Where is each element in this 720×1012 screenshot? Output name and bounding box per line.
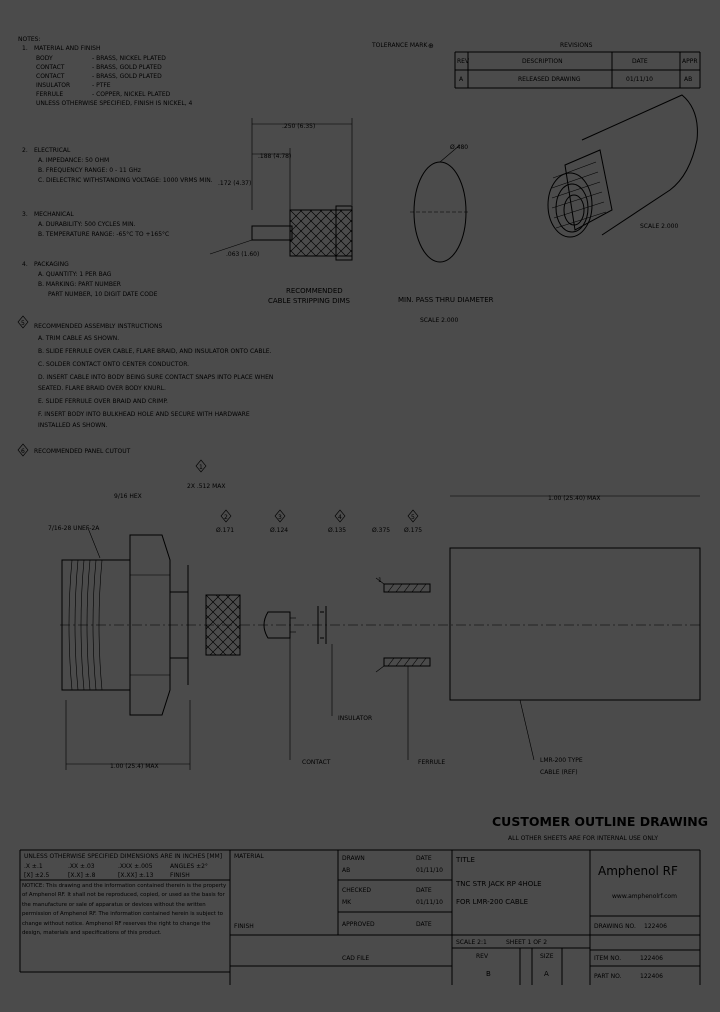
strip-dim-top: .250 (6.35)	[282, 123, 316, 130]
isometric-view	[548, 95, 697, 237]
title-line-2: FOR LMR-200 CABLE	[456, 898, 529, 906]
note-2-item-2: C. DIELECTRIC WITHSTANDING VOLTAGE: 1000 VRMS MIN.	[38, 177, 213, 184]
part-no-label: PART NO.	[594, 973, 622, 980]
rev-row-desc: RELEASED DRAWING	[518, 76, 581, 83]
tolerance-mark-symbol: ⊕	[428, 42, 434, 50]
rev-value: B	[486, 970, 491, 978]
dia-2: Ø.124	[270, 527, 289, 534]
note-1-title: MATERIAL AND FINISH	[34, 45, 101, 52]
note-4-item-0: A. QUANTITY: 1 PER BAG	[38, 271, 112, 278]
drawing-no-label: DRAWING NO.	[594, 923, 636, 930]
revisions-block	[371, 42, 700, 88]
note-3-title: MECHANICAL	[34, 211, 74, 218]
tol-r0-c3: ANGLES ±2°	[170, 863, 208, 870]
notes-block	[18, 36, 273, 456]
finish-label: FINISH	[234, 923, 254, 930]
dia-5: Ø.175	[404, 527, 423, 534]
cable-stripping-view	[210, 118, 352, 305]
note-5-item-4: SEATED. FLARE BRAID OVER BODY KNURL.	[38, 385, 166, 392]
hex-label: 9/16 HEX	[114, 493, 142, 500]
note-1-part-3: INSULATOR	[36, 82, 71, 89]
size-label: SIZE	[540, 953, 554, 960]
drawn-date-label: DATE	[416, 855, 432, 862]
note-1-spec-3: - PTFE	[92, 82, 111, 89]
pass-thru-label: MIN. PASS THRU DIAMETER	[398, 296, 494, 304]
rev-col-description: DESCRIPTION	[522, 58, 563, 65]
note-5-number: 5	[21, 320, 25, 327]
note-5-title: RECOMMENDED ASSEMBLY INSTRUCTIONS	[34, 323, 163, 330]
note-1-extra: UNLESS OTHERWISE SPECIFIED, FINISH IS NICKEL, 4	[36, 100, 193, 107]
note-2-item-0: A. IMPEDANCE: 50 OHM	[38, 157, 110, 164]
cable-label-2: CABLE (REF)	[540, 769, 578, 776]
company-name: Amphenol RF	[598, 864, 678, 878]
note-1-spec-0: - BRASS, NICKEL PLATED	[92, 55, 166, 62]
revisions-header: REVISIONS	[560, 42, 593, 49]
tol-r1-c3: FINISH	[170, 872, 190, 879]
tol-r0-c0: .X ±.1	[24, 863, 43, 870]
strip-dim-left: .172 (4.37)	[218, 180, 252, 187]
part-no: 122406	[640, 973, 663, 980]
cable-label-1: LMR-200 TYPE	[540, 757, 583, 764]
top-dim: 2X .512 MAX	[187, 483, 226, 490]
title-line-1: TNC STR JACK RP 4HOLE	[456, 880, 542, 888]
checked-by: MK	[342, 899, 352, 906]
dia-1: Ø.171	[216, 527, 235, 534]
drawn-by: AB	[342, 867, 351, 874]
dia-4: Ø.375	[372, 527, 391, 534]
strip-label-1: RECOMMENDED	[286, 287, 343, 295]
tol-r1-c1: [X.X] ±.8	[68, 872, 96, 879]
checked-date-label: DATE	[416, 887, 432, 894]
note-5-item-2: C. SOLDER CONTACT ONTO CENTER CONDUCTOR.	[38, 361, 190, 368]
tol-r1-c0: [X] ±2.5	[24, 872, 50, 879]
note-3-number: 3.	[22, 211, 28, 218]
note-5-item-5: E. SLIDE FERRULE OVER BRAID AND CRIMP.	[38, 398, 168, 405]
note-2-title: ELECTRICAL	[34, 147, 71, 154]
rev-col-appr: APPR	[682, 58, 698, 65]
title-label: TITLE	[456, 856, 475, 864]
rev-row-rev: A	[459, 76, 464, 83]
rev-label: REV	[476, 953, 489, 960]
note-5-item-3: D. INSERT CABLE INTO BODY BEING SURE CONTACT SNAPS INTO PLACE WHEN	[38, 374, 274, 381]
note-6-number: 6	[21, 448, 25, 455]
checked-label: CHECKED	[342, 887, 372, 894]
notice-text: NOTICE: This drawing and the information contained therein is the property of Amphenol RF. It shall not be reproduced, copied, or used as the basis for the manufacture or sale of apparatus or devices without the written permission of Amphenol RF. The information contained herein is subject to change without notice. Amphenol RF reserves the right to change the design, materials and specifications of this product.	[22, 883, 227, 937]
note-4-item-1: B. MARKING: PART NUMBER	[38, 281, 121, 288]
flag-2-number: 2	[224, 514, 228, 521]
dia-3: Ø.135	[328, 527, 347, 534]
strip-dim-bottom: .063 (1.60)	[226, 251, 260, 258]
flag-4-number: 4	[338, 514, 342, 521]
contact-label: CONTACT	[302, 759, 331, 766]
note-1-spec-2: - BRASS, GOLD PLATED	[92, 73, 162, 80]
flag-3-number: 3	[278, 514, 282, 521]
ferrule-part	[376, 577, 430, 672]
tolerance-header: UNLESS OTHERWISE SPECIFIED DIMENSIONS ARE IN INCHES [MM]	[24, 853, 223, 860]
title-block	[20, 814, 708, 985]
note-1-part-4: FERRULE	[36, 91, 64, 98]
customer-outline-heading: CUSTOMER OUTLINE DRAWING	[492, 814, 708, 829]
braid-hatch	[290, 210, 352, 256]
flag-5-number: 5	[411, 514, 415, 521]
cable-ref	[450, 548, 700, 700]
note-4-title: PACKAGING	[34, 261, 69, 268]
note-4-item-2: PART NUMBER, 10 DIGIT DATE CODE	[48, 291, 158, 298]
tol-r0-c2: .XXX ±.005	[118, 863, 153, 870]
customer-outline-sub: ALL OTHER SHEETS ARE FOR INTERNAL USE ONLY	[508, 835, 659, 842]
item-no-label: ITEM NO.	[594, 955, 622, 962]
size-value: A	[544, 970, 549, 978]
scale-label: SCALE 2:1	[456, 939, 487, 946]
note-6-title: RECOMMENDED PANEL CUTOUT	[34, 448, 131, 455]
pass-thru-dia: Ø.480	[450, 144, 469, 151]
tol-r1-c2: [X.XX] ±.13	[118, 872, 154, 879]
tol-r0-c1: .XX ±.03	[68, 863, 95, 870]
strip-label-2: CABLE STRIPPING DIMS	[268, 297, 351, 305]
note-4-number: 4.	[22, 261, 28, 268]
drawn-date: 01/11/10	[416, 867, 443, 874]
note-3-item-1: B. TEMPERATURE RANGE: -65°C TO +165°C	[38, 231, 170, 238]
strip-dim-mid: .188 (4.78)	[258, 153, 292, 160]
drawn-label: DRAWN	[342, 855, 365, 862]
overall-dim: 1.00 (25.40) MAX	[548, 495, 601, 502]
notice-box	[22, 882, 228, 970]
insulator-label: INSULATOR	[338, 715, 373, 722]
approved-label: APPROVED	[342, 921, 375, 928]
note-1-spec-1: - BRASS, GOLD PLATED	[92, 64, 162, 71]
ferrule-label: FERRULE	[418, 759, 446, 766]
rev-col-rev: REV	[457, 58, 470, 65]
note-1-spec-4: - COPPER, NICKEL PLATED	[92, 91, 171, 98]
rev-row-date: 01/11/10	[626, 76, 653, 83]
material-label: MATERIAL	[234, 853, 264, 860]
assembly-view	[48, 460, 700, 776]
pass-thru-view	[398, 144, 494, 324]
thread-label: 7/16-28 UNEF-2A	[48, 525, 100, 532]
note-2-item-1: B. FREQUENCY RANGE: 0 - 11 GHz	[38, 167, 141, 174]
approved-date-label: DATE	[416, 921, 432, 928]
note-5-item-0: A. TRIM CABLE AS SHOWN.	[38, 335, 120, 342]
body-dim: 1.00 (25.4) MAX	[110, 763, 159, 770]
flag-1-number: 1	[199, 464, 203, 471]
note-1-part-1: CONTACT	[36, 64, 65, 71]
ferrule-ref-1: 1	[378, 577, 382, 584]
note-1-part-2: CONTACT	[36, 73, 65, 80]
note-2-number: 2.	[22, 147, 28, 154]
rev-row-appr: AB	[684, 76, 693, 83]
item-no: 122406	[640, 955, 663, 962]
note-3-item-0: A. DURABILITY: 500 CYCLES MIN.	[38, 221, 136, 228]
note-5-item-1: B. SLIDE FERRULE OVER CABLE, FLARE BRAID, AND INSULATOR ONTO CABLE.	[38, 348, 272, 355]
checked-date: 01/11/10	[416, 899, 443, 906]
rev-col-date: DATE	[632, 58, 648, 65]
note-1-number: 1.	[22, 45, 28, 52]
sheet-label: SHEET 1 OF 2	[506, 939, 548, 946]
pass-thru-scale: SCALE 2.000	[420, 317, 459, 324]
notes-header: NOTES:	[18, 36, 41, 43]
iso-scale: SCALE 2.000	[640, 223, 679, 230]
cad-label: CAD FILE	[342, 955, 370, 962]
company-website: www.amphenolrf.com	[612, 893, 677, 900]
note-5-item-6: F. INSERT BODY INTO BULKHEAD HOLE AND SECURE WITH HARDWARE	[38, 411, 250, 418]
note-1-part-0: BODY	[36, 55, 53, 62]
drawing-no: 122406	[644, 923, 667, 930]
note-5-item-7: INSTALLED AS SHOWN.	[38, 422, 108, 429]
tolerance-mark-label: TOLERANCE MARK	[372, 42, 428, 49]
